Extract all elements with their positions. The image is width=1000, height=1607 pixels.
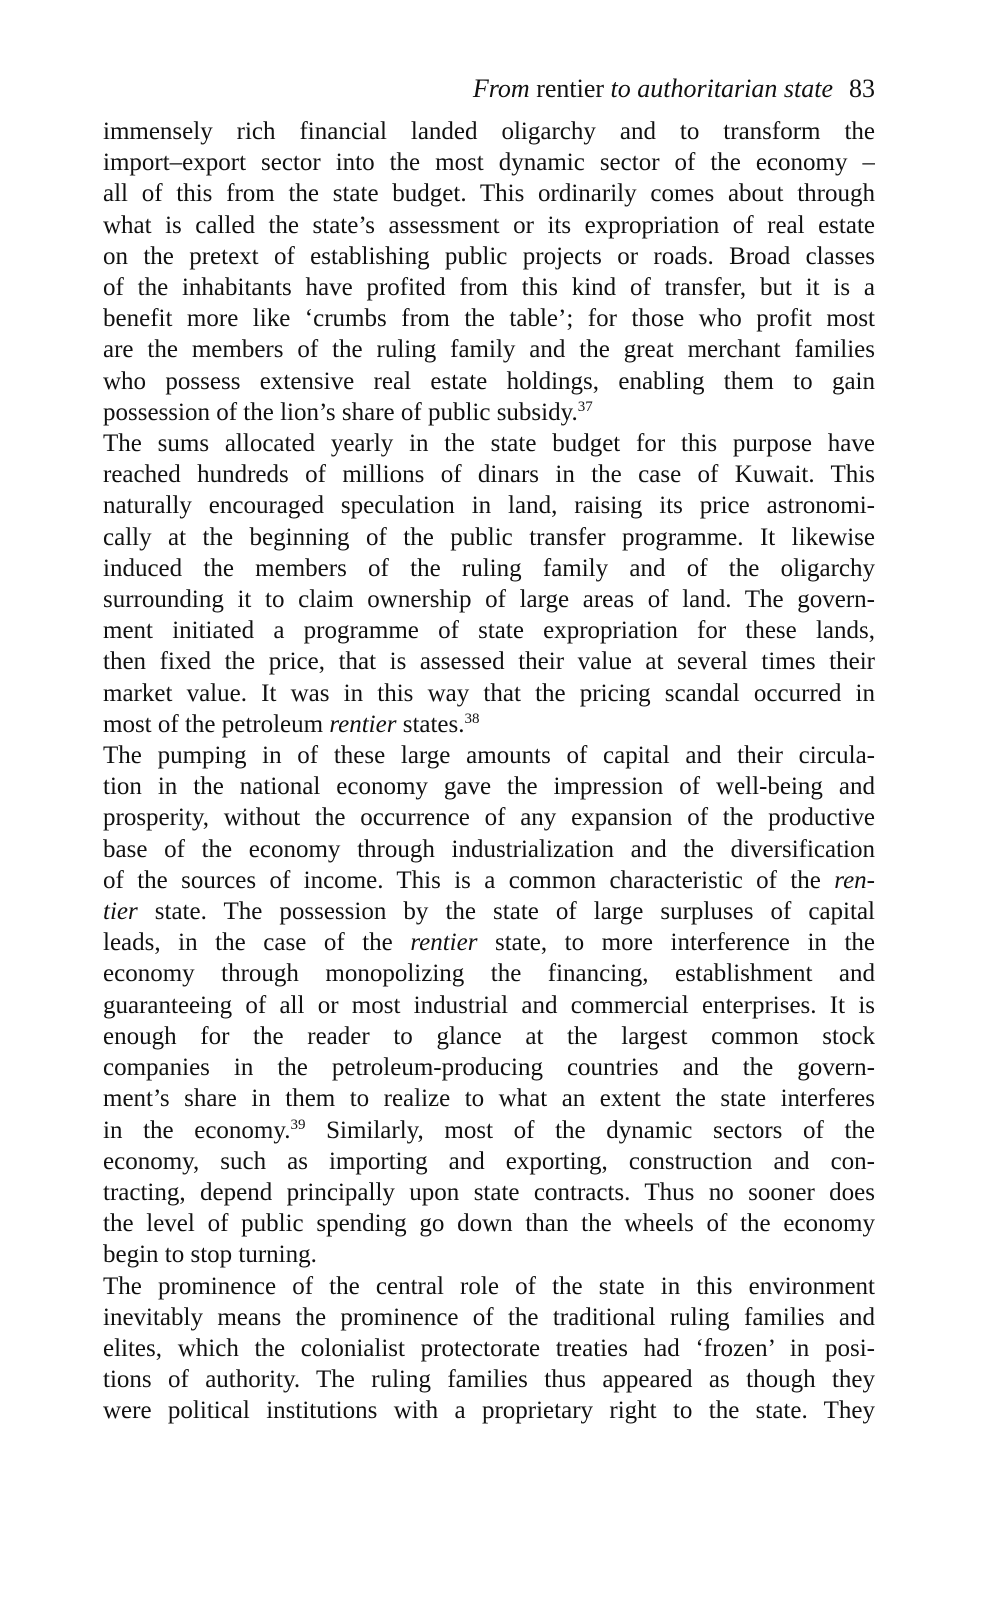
text-line: tion in the national economy gave the impression of well-being and xyxy=(103,773,875,801)
text-line: immensely rich financial landed oligarchy and to transform the xyxy=(103,118,875,145)
book-page xyxy=(103,72,875,1427)
text-line: are the members of the ruling family and the great merchant families xyxy=(103,336,875,364)
text-line: companies in the petroleum-producing countries and the govern- xyxy=(103,1054,875,1082)
text-line xyxy=(103,896,875,927)
text-line xyxy=(103,709,875,740)
text-segment: of the sources of income. This is a common characteristic of the xyxy=(103,866,835,894)
paragraph-3 xyxy=(103,740,875,1270)
text-line: who possess extensive real estate holdings, enabling them to gain xyxy=(103,367,875,395)
text-line: enough for the reader to glance at the largest common stock xyxy=(103,1022,875,1050)
text-line: reached hundreds of millions of dinars in the case of Kuwait. This xyxy=(103,461,875,489)
italic-term: tier xyxy=(103,898,138,926)
text-line: tions of authority. The ruling families thus appeared as though they xyxy=(103,1366,875,1394)
text-segment: state. The possession by the state of large surpluses of capital xyxy=(137,898,875,926)
page-number: 83 xyxy=(849,74,875,103)
text-line xyxy=(103,927,875,958)
text-line: elites, which the colonialist protectorate treaties had ‘frozen’ in posi- xyxy=(103,1334,875,1362)
text-segment: state, to more interference in the xyxy=(477,929,875,957)
italic-term: ren- xyxy=(834,866,875,894)
text-line: all of this from the state budget. This ordinarily comes about through xyxy=(103,180,875,208)
text-line: benefit more like ‘crumbs from the table’; for those who profit most xyxy=(103,305,875,333)
text-line: market value. It was in this way that the pricing scandal occurred in xyxy=(103,679,875,707)
italic-term: rentier xyxy=(410,929,478,957)
text-line: begin to stop turning. xyxy=(103,1241,317,1269)
footnote-marker: 39 xyxy=(290,1116,306,1133)
paragraph-2 xyxy=(103,428,875,740)
paragraph-4 xyxy=(103,1271,875,1427)
paragraph-1 xyxy=(103,116,875,428)
text-line: ment initiated a programme of state expropriation for these lands, xyxy=(103,617,875,645)
footnote-marker: 37 xyxy=(577,398,593,415)
text-line: base of the economy through industrialization and the diversification xyxy=(103,835,875,863)
text-line xyxy=(103,397,875,428)
text-segment: possession of the lion’s share of public subsidy. xyxy=(103,398,578,426)
text-segment: in the economy. xyxy=(103,1116,291,1144)
text-line: surrounding it to claim ownership of large areas of land. The govern- xyxy=(103,586,875,614)
text-line: The prominence of the central role of the state in this environment xyxy=(103,1272,875,1300)
text-line: the level of public spending go down than the wheels of the economy xyxy=(103,1210,875,1238)
body-text xyxy=(103,116,875,1427)
text-line: ment’s share in them to realize to what an extent the state interferes xyxy=(103,1085,875,1113)
text-line: guaranteeing of all or most industrial and commercial enterprises. It is xyxy=(103,991,875,1019)
text-line: what is called the state’s assessment or its expropriation of real estate xyxy=(103,211,875,239)
text-line xyxy=(103,865,875,896)
text-line: were political institutions with a proprietary right to the state. They xyxy=(103,1397,875,1425)
running-head xyxy=(103,72,875,116)
running-head-title-rentier: rentier xyxy=(529,74,611,103)
text-line: prosperity, without the occurrence of any expansion of the productive xyxy=(103,804,875,832)
text-segment: Similarly, most of the dynamic sectors of the xyxy=(305,1116,875,1144)
text-line: import–export sector into the most dynamic sector of the economy – xyxy=(103,149,875,177)
text-line: economy, such as importing and exporting, construction and con- xyxy=(103,1147,875,1175)
text-line: naturally encouraged speculation in land, raising its price astronomi- xyxy=(103,492,875,520)
running-head-title-start: From xyxy=(472,74,530,103)
text-line xyxy=(103,1115,875,1146)
text-line: The sums allocated yearly in the state budget for this purpose have xyxy=(103,430,875,458)
text-line: The pumping in of these large amounts of capital and their circula- xyxy=(103,742,875,770)
text-line: inevitably means the prominence of the traditional ruling families and xyxy=(103,1303,875,1331)
text-line: of the inhabitants have profited from this kind of transfer, but it is a xyxy=(103,274,875,302)
text-line: on the pretext of establishing public projects or roads. Broad classes xyxy=(103,242,875,270)
text-line: tracting, depend principally upon state contracts. Thus no sooner does xyxy=(103,1178,875,1206)
text-line: induced the members of the ruling family and of the oligarchy xyxy=(103,554,875,582)
italic-term: rentier xyxy=(329,710,397,738)
text-line: then fixed the price, that is assessed their value at several times their xyxy=(103,648,875,676)
text-segment: leads, in the case of the xyxy=(103,929,411,957)
text-line: cally at the beginning of the public transfer programme. It likewise xyxy=(103,523,875,551)
footnote-marker: 38 xyxy=(464,710,480,727)
running-head-title-end: to authoritarian state xyxy=(610,74,833,103)
text-line: economy through monopolizing the financing, establishment and xyxy=(103,960,875,988)
text-segment: most of the petroleum xyxy=(103,710,330,738)
text-segment: states. xyxy=(396,710,465,738)
